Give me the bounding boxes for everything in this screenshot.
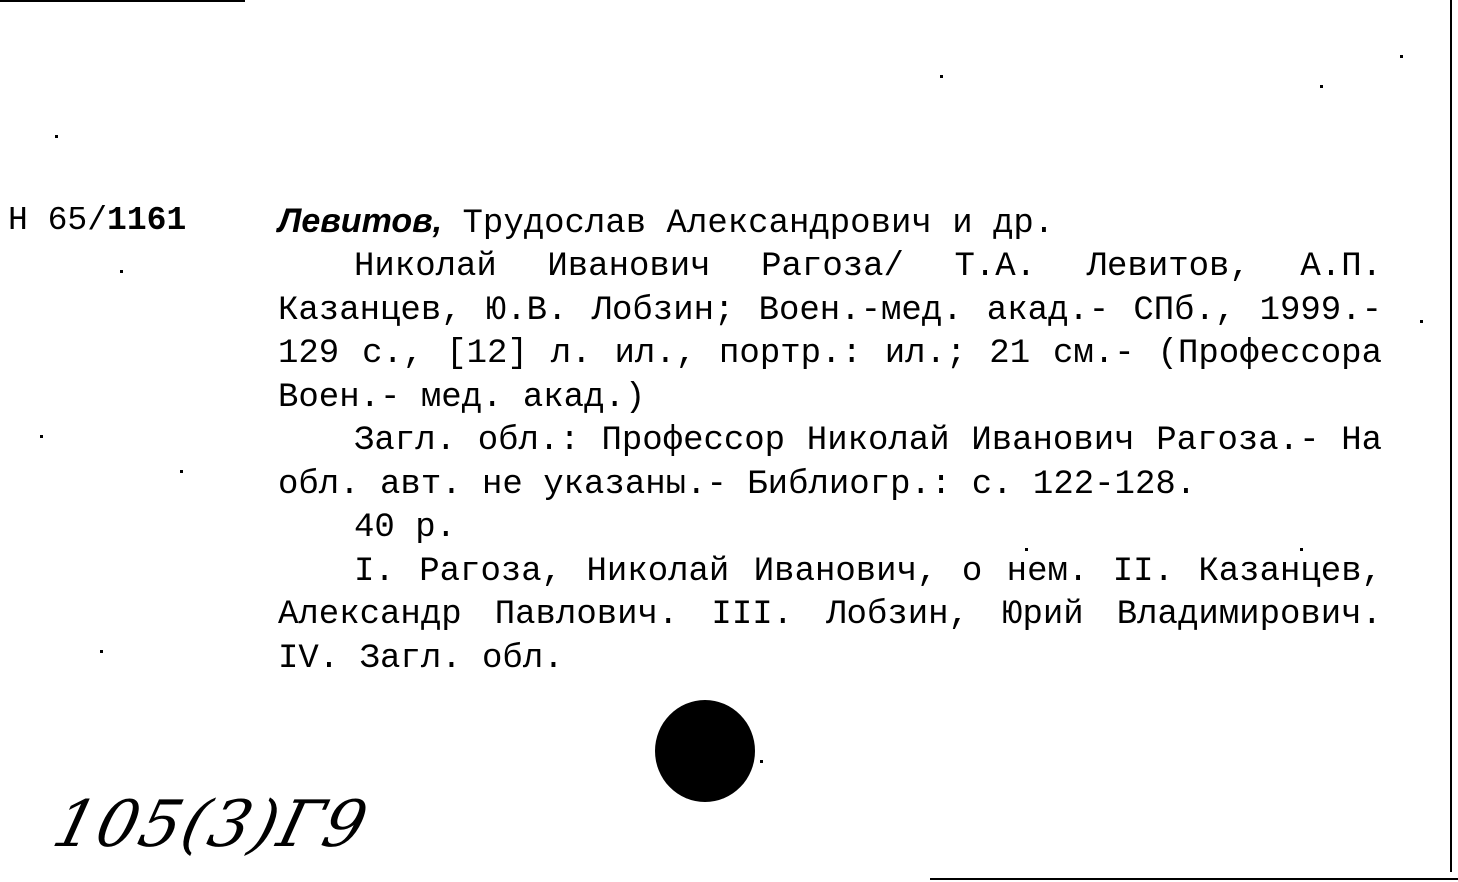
scan-speckle xyxy=(940,75,943,78)
shelfmark-number: 1161 xyxy=(107,202,187,239)
scan-speckle xyxy=(1400,55,1403,58)
scan-speckle xyxy=(100,650,103,653)
scan-speckle xyxy=(1300,548,1303,551)
right-edge-line xyxy=(1450,0,1452,872)
title-description: Николай Иванович Рагоза/ Т.А. Левитов, А.П. Казанцев, Ю.В. Лобзин; Воен.-мед. акад.- СПб., 1999.- 129 с., [12] л. ил., портр.: ил.; 21 см.- (Профессора Воен.- мед. акад.) xyxy=(278,248,1382,417)
scan-speckle xyxy=(1420,320,1423,323)
shelfmark xyxy=(8,196,186,246)
scan-speckle xyxy=(1320,85,1323,88)
notes: Загл. обл.: Профессор Николай Иванович Рагоза.- На обл. авт. не указаны.- Библиогр.: с. 122-128. xyxy=(278,422,1382,504)
scan-speckle xyxy=(40,435,43,438)
bottom-edge-line xyxy=(930,878,1458,880)
price: 40 р. xyxy=(354,509,457,547)
scan-speckle xyxy=(760,760,763,763)
card-body xyxy=(278,246,1382,681)
author-surname: Левитов, xyxy=(278,202,443,240)
top-edge-line xyxy=(0,0,245,2)
handwritten-classification-code: 105(3)Г9 xyxy=(45,788,377,862)
tracings: I. Рагоза, Николай Иванович, о нем. II. Казанцев, Александр Павлович. III. Лобзин, Юрий Владимирович. IV. Загл. обл. xyxy=(278,552,1382,678)
shelfmark-prefix: Н 65/ xyxy=(8,202,108,239)
scan-speckle xyxy=(1025,548,1028,551)
scan-speckle xyxy=(55,135,58,138)
author-given-names: Трудослав Александрович и др. xyxy=(442,205,1055,243)
ink-blot xyxy=(655,700,755,802)
author-heading xyxy=(278,196,1054,249)
scan-speckle xyxy=(120,270,123,273)
scan-speckle xyxy=(180,470,183,473)
